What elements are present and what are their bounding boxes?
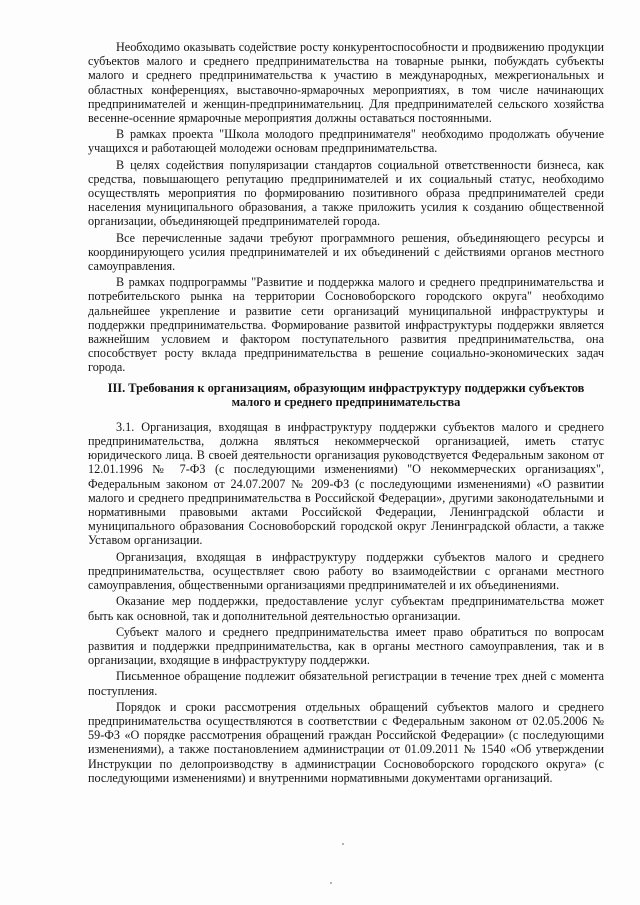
paragraph-right-to-apply: Субъект малого и среднего предпринимательства имеет право обратиться по вопросам развития и поддержки предпринимательства, как в органы местного самоуправления, так и в организации, входящие в инфраструктуру поддержки. <box>88 624 604 668</box>
scan-speck <box>342 843 344 845</box>
paragraph-subprogram-infrastructure: В рамках подпрограммы "Развитие и поддержка малого и среднего предпринимательства и потребительского рынка на территории Сосновоборского городского округа" необходимо дальнейшее укрепление и развитие сети организаций муниципальной инфраструктуры и поддержки предпринимательства. Формирование развитой инфраструктуры поддержки является важнейшим условием и фактором поступательного развития предпринимательства, она способствует росту вклада предпринимательства в решение социально-экономических задач города. <box>88 275 604 375</box>
paragraph-registration: Письменное обращение подлежит обязательной регистрации в течение трех дней с момента поступления. <box>88 669 604 698</box>
paragraph-cooperation: Организация, входящая в инфраструктуру поддержки субъектов малого и среднего предпринимательства, осуществляет свою работу во взаимодействии с органами местного самоуправления, общественными организациями предпринимателей и их объединениями. <box>88 549 604 593</box>
paragraph-program-solution: Все перечисленные задачи требуют программного решения, объединяющего ресурсы и координирующего усилия предпринимателей и их объединений с действиями органов местного самоуправления. <box>88 230 604 274</box>
paragraph-competitiveness: Необходимо оказывать содействие росту конкурентоспособности и продвижению продукции субъектов малого и среднего предпринимательства на товарные рынки, побуждать субъекты малого и среднего предпринимательства к участию в международных, межрегиональных и областных конференциях, выставочно-ярмарочных мероприятиях, в том числе начинающих предпринимателей и женщин-предпринимательниц. Для предпринимателей сельского хозяйства весенне-осенние ярмарочные мероприятия должны оставаться постоянными. <box>88 40 604 126</box>
paragraph-procedure-terms: Порядок и сроки рассмотрения отдельных обращений субъектов малого и среднего предпринимательства осуществляются в соответствии с Федеральным законом от 02.05.2006 № 59-ФЗ «О порядке рассмотрения обращений граждан Российской Федерации» (с последующими изменениями), а также постановлением администрации от 01.09.2011 № 1540 «Об утверждении Инструкции по делопроизводству в администрации Сосновоборского городского округа» (с последующими изменениями) и внутренними нормативными документами организаций. <box>88 699 604 785</box>
document-body <box>88 40 604 785</box>
scan-speck <box>330 882 332 884</box>
paragraph-support-measures: Оказание мер поддержки, предоставление услуг субъектам предпринимательства может быть как основной, так и дополнительной деятельностью организации. <box>88 594 604 623</box>
paragraph-young-entrepreneur-school: В рамках проекта "Школа молодого предпринимателя" необходимо продолжать обучение учащихся и работающей молодежи основам предпринимательства. <box>88 127 604 156</box>
section-heading: III. Требования к организациям, образующим инфраструктуру поддержки субъектов малого и среднего предпринимательства <box>107 380 585 410</box>
paragraph-3-1-organization: 3.1. Организация, входящая в инфраструктуру поддержки субъектов малого и среднего предпринимательства, должна являться некоммерческой организацией, иметь статус юридического лица. В своей деятельности организация руководствуется Федеральным законом от 12.01.1996 № 7-ФЗ (с последующими изменениями) "О некоммерческих организациях", Федеральным законом от 24.07.2007 № 209-ФЗ (с последующими изменениями) «О развитии малого и среднего предпринимательства в Российской Федерации», другими законодательными и нормативными правовыми актами Российской Федерации, Ленинградской области и муниципального образования Сосновоборский городской округ Ленинградской области, а также Уставом организации. <box>88 419 604 548</box>
paragraph-social-responsibility: В целях содействия популяризации стандартов социальной ответственности бизнеса, как средства, повышающего репутацию предпринимателей и их социальный статус, необходимо осуществлять мероприятия по формированию позитивного образа предпринимателей среди населения муниципального образования, а также приложить усилия к созданию общественной организации, объединяющей предпринимателей города. <box>88 157 604 229</box>
